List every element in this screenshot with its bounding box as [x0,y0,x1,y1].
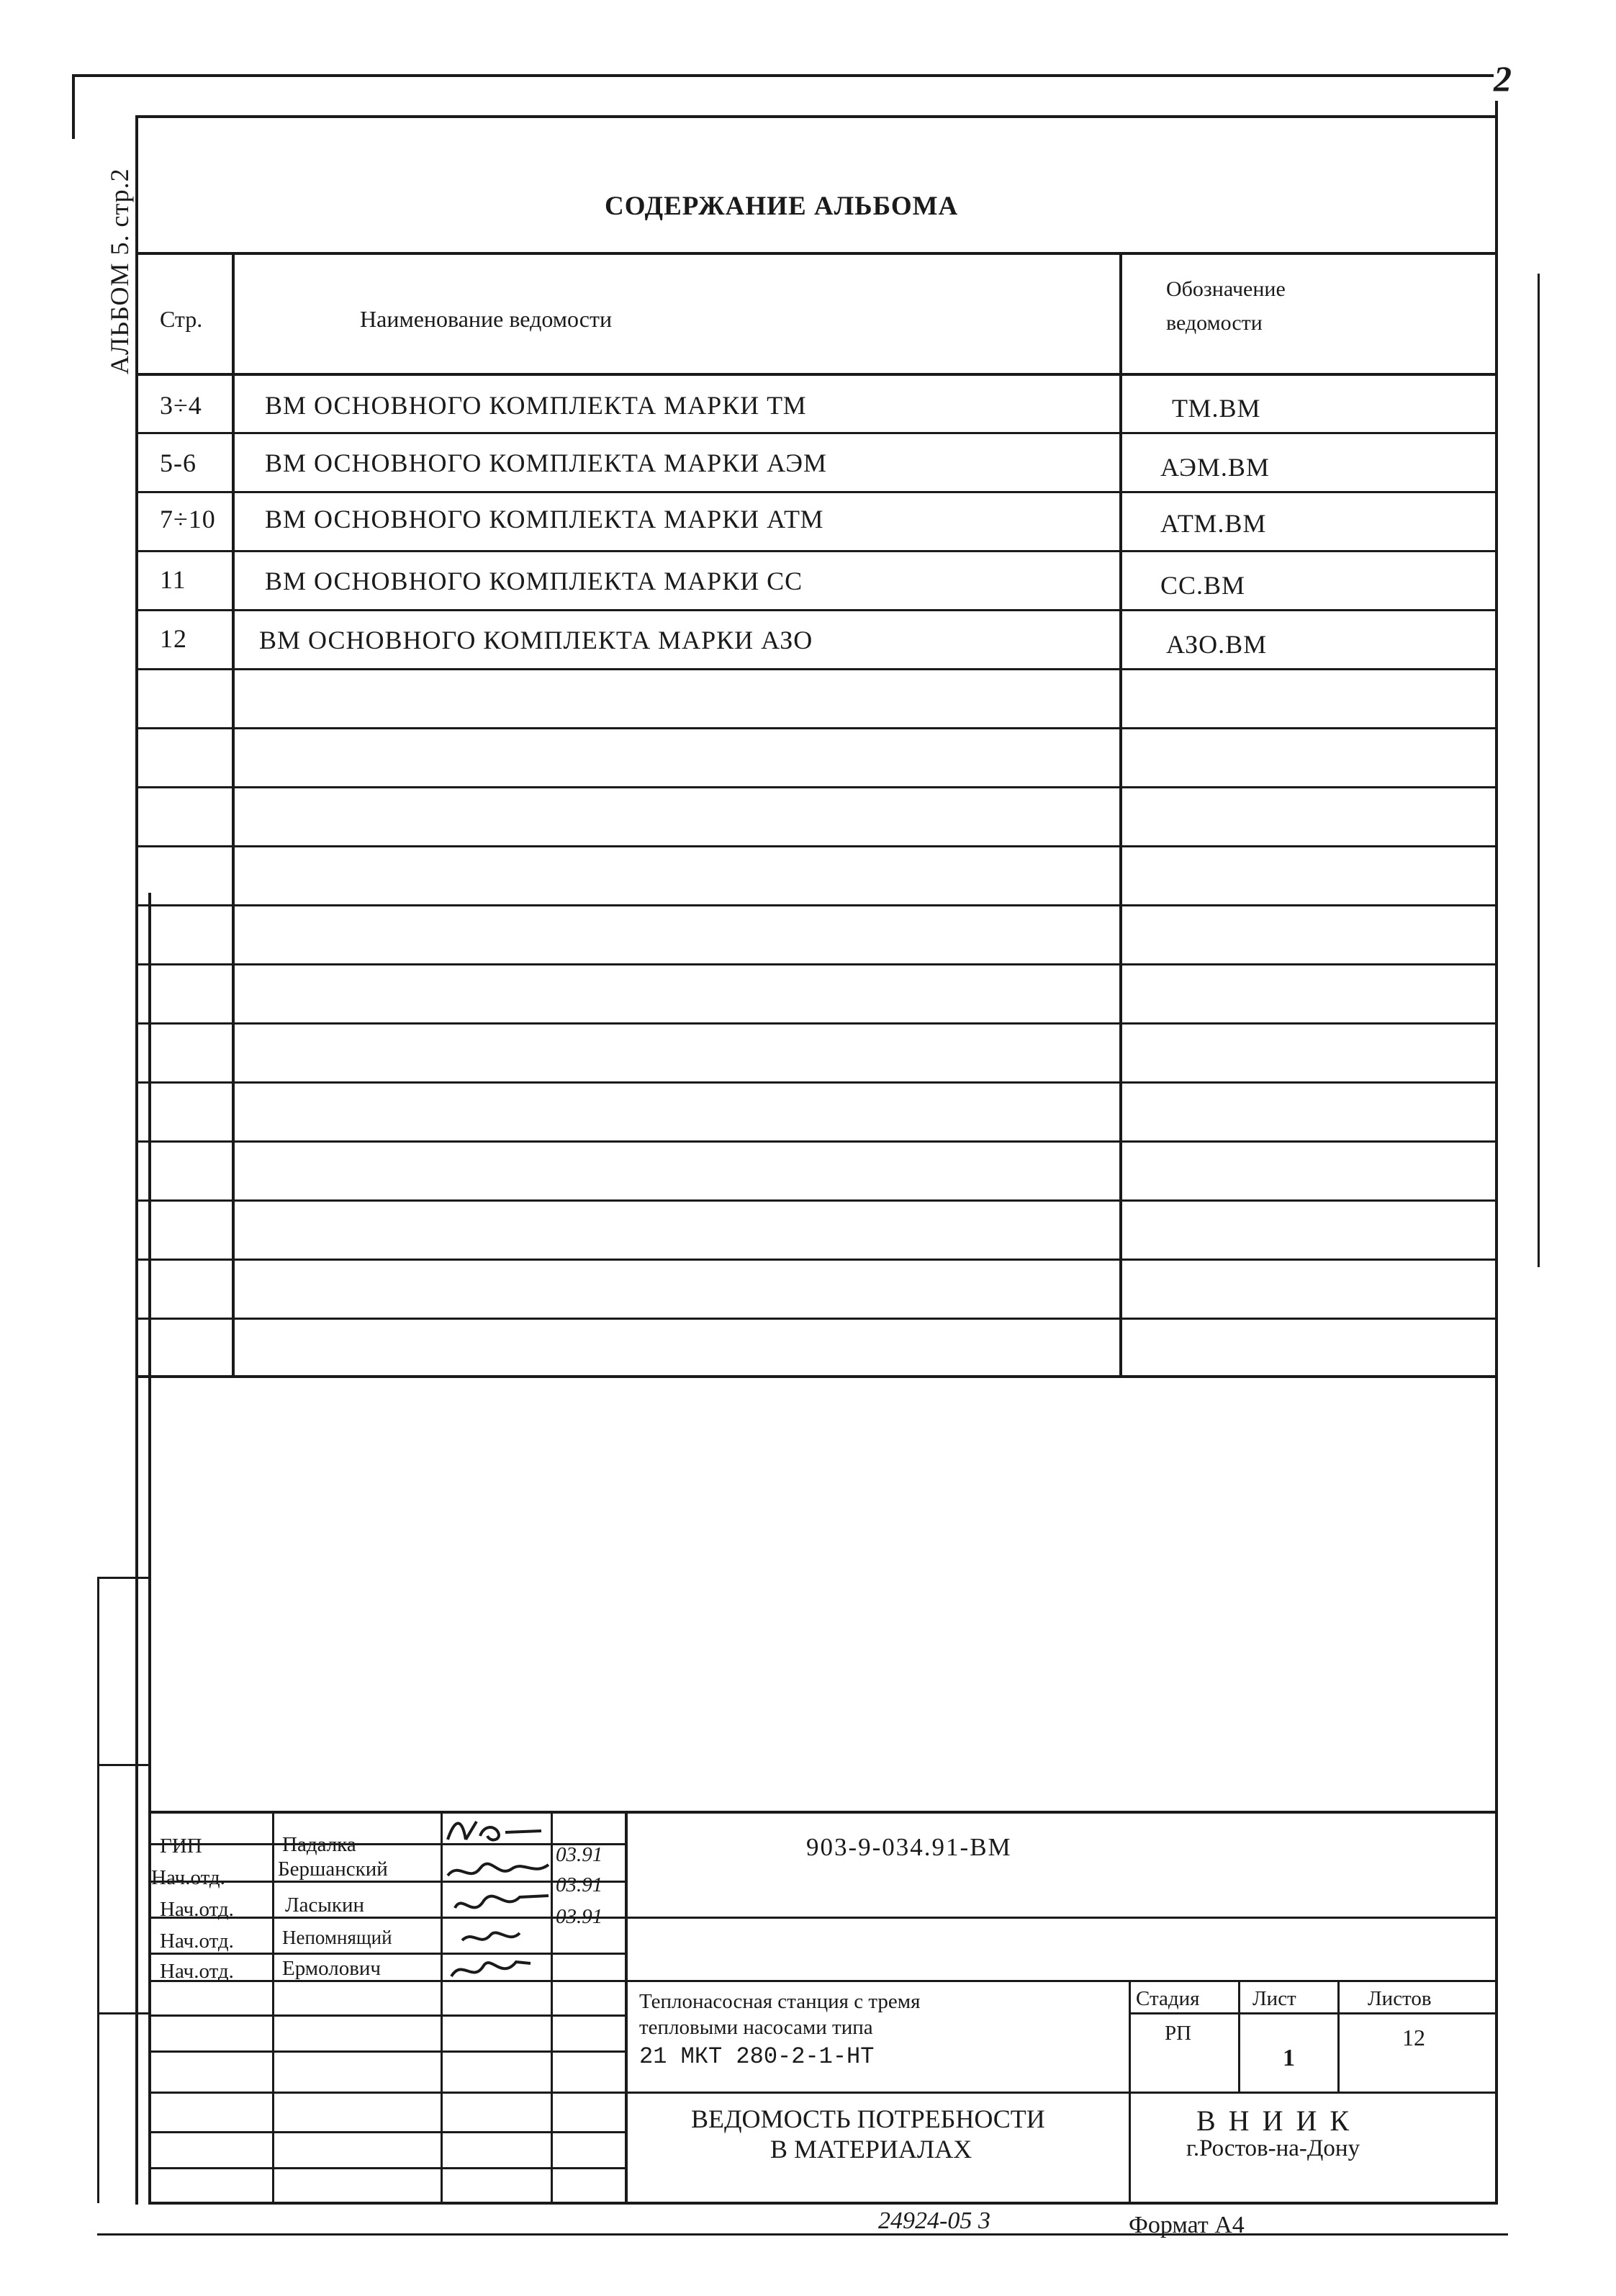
bottom-border-line [97,2233,1508,2236]
page-title: СОДЕРЖАНИЕ АЛЬБОМА [605,192,959,221]
role-title: Нач.отд. [151,1866,225,1889]
table-col2-line [1119,252,1122,1375]
frame-right-line [1495,101,1498,2205]
signature-scribble [441,1811,552,1991]
row-line [135,727,1497,729]
row-line [135,1318,1497,1320]
row-page: 5-6 [160,449,197,477]
role-title: ГИП [160,1834,202,1858]
doc-title-line2: В МАТЕРИАЛАХ [770,2135,972,2164]
stamp-row-line [148,2014,625,2017]
role-name: Бершанский [278,1858,388,1881]
row-line [135,550,1497,552]
frame-left-line [135,115,138,2205]
stamp-top-line [148,1811,1498,1814]
role-name: Падалка [282,1833,356,1856]
table-bottom-line [135,1375,1497,1378]
org-line1: В Н И И К [1196,2104,1353,2137]
row-name: ВМ ОСНОВНОГО КОМПЛЕКТА МАРКИ ТМ [265,391,807,420]
stamp-row-line [148,2167,625,2169]
role-date: 03.91 [556,1843,603,1866]
header-page: Стр. [160,306,203,332]
title-underline [135,252,1497,255]
row-line [135,1022,1497,1025]
row-line [135,432,1497,434]
row-line [135,904,1497,906]
role-title: Нач.отд. [160,1930,234,1953]
row-page: 7÷10 [160,505,216,534]
format-label: Формат А4 [1129,2212,1245,2238]
role-title: Нач.отд. [160,1960,234,1983]
row-code: АЭМ.ВМ [1160,453,1270,482]
row-name: ВМ ОСНОВНОГО КОМПЛЕКТА МАРКИ АЭМ [265,449,828,477]
stamp-row-line [148,2131,625,2133]
row-code: АТМ.ВМ [1160,509,1267,538]
row-line [135,1081,1497,1084]
page-number: 2 [1494,58,1512,99]
role-date: 03.91 [556,1905,603,1928]
stamp-row-line [148,2092,1498,2094]
frame-bottom-line [148,2202,1498,2205]
right-outer-edge-line [1538,274,1540,1267]
row-name: ВМ ОСНОВНОГО КОМПЛЕКТА МАРКИ АТМ [265,505,824,534]
stamp-col-date [625,1811,628,2203]
role-title: Нач.отд. [160,1898,234,1921]
row-line [135,668,1497,670]
top-border-line [72,74,1494,77]
sheets-label: Листов [1368,1987,1432,2010]
album-side-label: АЛЬБОМ 5. стр.2 [105,168,134,374]
row-page: 11 [160,565,186,594]
row-line [135,845,1497,847]
sheet-label: Лист [1252,1987,1296,2010]
stamp-sheet-col [1238,1980,1240,2092]
sheets-value: 12 [1402,2025,1425,2050]
row-page: 3÷4 [160,391,202,420]
org-line2: г.Ростов-на-Дону [1186,2135,1360,2161]
row-line [135,1199,1497,1202]
row-name: ВМ ОСНОВНОГО КОМПЛЕКТА МАРКИ АЗО [259,626,813,654]
stage-value: РП [1165,2022,1192,2045]
role-name: Непомнящий [282,1927,392,1948]
frame-left-line-inner [148,893,151,2205]
stamp-row-line [148,2050,625,2053]
row-line [135,1259,1497,1261]
header-code-line1: Обозначение [1166,277,1286,301]
binding-strip-line [97,1577,99,2203]
binding-strip-top [97,1577,150,1579]
doc-title-line1: ВЕДОМОСТЬ ПОТРЕБНОСТИ [691,2104,1045,2133]
row-code: АЗО.ВМ [1166,630,1268,659]
stage-label: Стадия [1136,1987,1200,2010]
row-code: СС.ВМ [1160,571,1246,600]
row-line [135,963,1497,965]
binding-strip-mid2 [97,2012,150,2014]
table-col1-line [232,252,235,1375]
document-code: 903-9-034.91-ВМ [806,1833,1012,1861]
row-line [135,786,1497,788]
inventory-number: 24924-05 3 [878,2207,990,2234]
stamp-sheets-col [1337,1980,1340,2092]
stamp-col-role [272,1811,274,2203]
header-name: Наименование ведомости [360,306,613,332]
row-line [135,1140,1497,1143]
row-name: ВМ ОСНОВНОГО КОМПЛЕКТА МАРКИ СС [265,567,803,595]
row-code: ТМ.ВМ [1172,394,1261,423]
table-header-bottom [135,373,1497,376]
frame-top-line [135,115,1497,118]
project-line3: 21 МКТ 280-2-1-НТ [639,2043,875,2070]
stamp-stage-header-line [1129,2012,1497,2014]
binding-strip-mid1 [97,1764,150,1766]
row-line [135,491,1497,493]
right-outer-edge-line-upper [1538,274,1540,389]
header-code-line2: ведомости [1166,311,1263,335]
left-outer-edge-line [72,74,75,139]
stamp-row-line [148,1843,625,1845]
project-line2: тепловыми насосами типа [639,2016,873,2039]
sheet-value: 1 [1283,2045,1295,2071]
role-date: 03.91 [556,1873,603,1896]
row-line [135,609,1497,611]
role-name: Ермолович [282,1957,382,1980]
project-line1: Теплонасосная станция с тремя [639,1990,921,2013]
role-name: Ласыкин [285,1894,365,1917]
row-page: 12 [160,624,187,653]
